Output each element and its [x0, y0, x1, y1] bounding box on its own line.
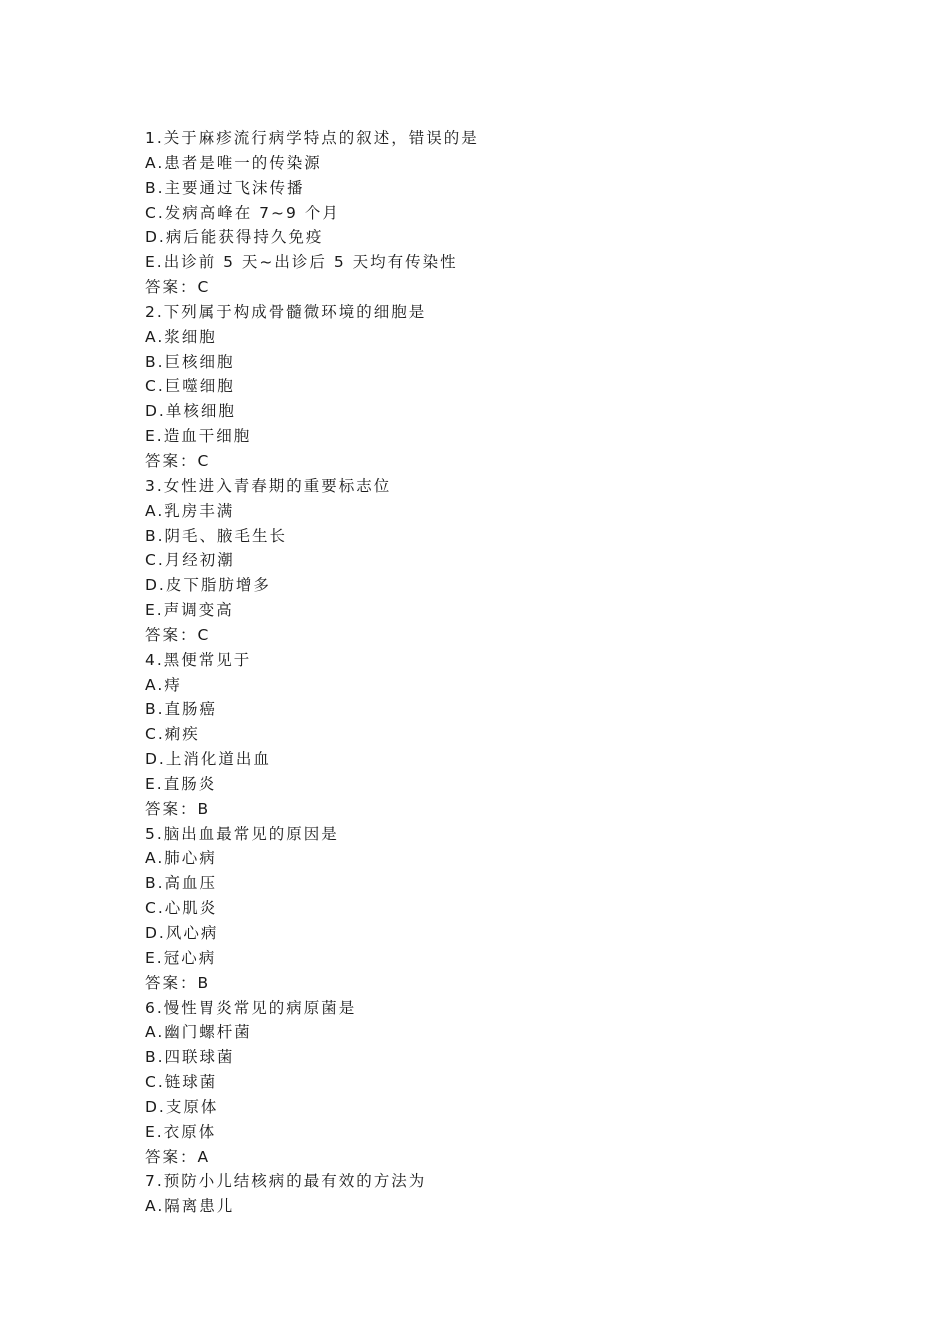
option-d: D.上消化道出血	[145, 750, 271, 769]
option-e: E.直肠炎	[145, 774, 217, 793]
question-stem: 6.慢性胃炎常见的病原菌是	[145, 998, 357, 1017]
option-c: C.月经初潮	[145, 551, 235, 570]
question-stem: 1.关于麻疹流行病学特点的叙述，错误的是	[145, 129, 479, 147]
question-stem: 7.预防小儿结核病的最有效的方法为	[145, 1172, 427, 1191]
option-c: C.链球菌	[145, 1073, 218, 1092]
question-block	[145, 126, 845, 300]
option-c: C.巨噬细胞	[145, 377, 235, 396]
question-block	[145, 648, 845, 822]
option-a: A.患者是唯一的传染源	[145, 153, 322, 172]
option-a: A.隔离患儿	[145, 1197, 235, 1216]
question-list	[145, 126, 845, 1219]
question-stem: 5.脑出血最常见的原因是	[145, 824, 339, 843]
option-e: E.冠心病	[145, 948, 217, 967]
option-d: D.皮下脂肪增多	[145, 576, 271, 595]
answer-line: 答案：C	[145, 278, 211, 297]
answer-line: 答案：C	[145, 451, 211, 470]
option-b: B.阴毛、腋毛生长	[145, 526, 288, 545]
question-stem: 3.女性进入青春期的重要标志位	[145, 476, 392, 495]
option-a: A.乳房丰满	[145, 501, 235, 520]
option-c: C.发病高峰在 7~9 个月	[145, 203, 340, 222]
option-b: B.四联球菌	[145, 1048, 235, 1067]
option-d: D.单核细胞	[145, 402, 236, 421]
question-stem: 2.下列属于构成骨髓微环境的细胞是	[145, 302, 427, 321]
option-b: B.巨核细胞	[145, 352, 235, 371]
answer-line: 答案：A	[145, 1147, 211, 1166]
question-stem: 4.黑便常见于	[145, 650, 252, 669]
question-block	[145, 822, 845, 996]
option-e: E.出诊前 5 天~出诊后 5 天均有传染性	[145, 253, 458, 272]
option-a: A.浆细胞	[145, 327, 217, 346]
question-block	[145, 474, 845, 648]
answer-line: 答案：B	[145, 799, 211, 818]
question-block	[145, 300, 845, 474]
option-c: C.心肌炎	[145, 899, 218, 918]
option-a: A.幽门螺杆菌	[145, 1023, 252, 1042]
option-c: C.痢疾	[145, 725, 200, 744]
option-e: E.衣原体	[145, 1122, 217, 1141]
option-d: D.病后能获得持久免疫	[145, 228, 324, 247]
option-e: E.声调变高	[145, 601, 234, 620]
option-b: B.直肠癌	[145, 700, 218, 719]
option-d: D.风心病	[145, 924, 219, 942]
answer-line: 答案：B	[145, 973, 211, 992]
option-b: B.主要通过飞沫传播	[145, 178, 305, 197]
option-b: B.高血压	[145, 874, 218, 893]
option-d: D.支原体	[145, 1097, 219, 1116]
option-a: A.肺心病	[145, 849, 217, 868]
option-a: A.痔	[145, 675, 182, 694]
question-block	[145, 996, 845, 1170]
question-block	[145, 1169, 845, 1219]
answer-line: 答案：C	[145, 625, 211, 644]
option-e: E.造血干细胞	[145, 427, 252, 446]
